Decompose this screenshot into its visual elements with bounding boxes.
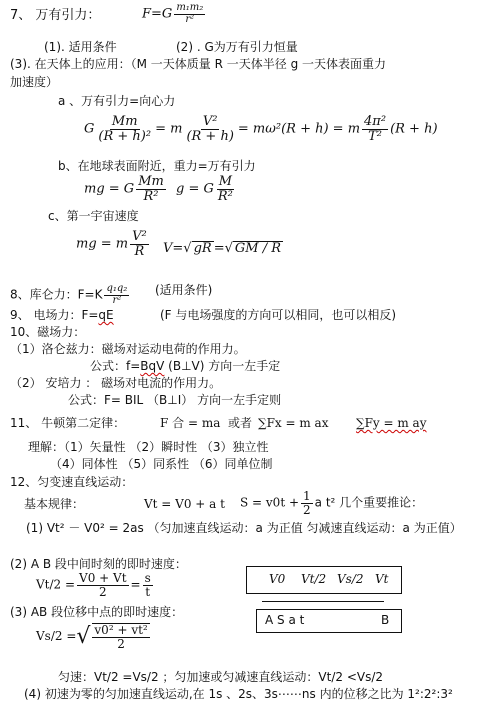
diagram-line (262, 601, 384, 602)
segment-end-b: B (381, 613, 390, 627)
const-g: G (84, 121, 95, 137)
first-cosmic-formula-1 (76, 230, 151, 258)
coulomb-label: 8、库仑力：F=K (10, 287, 103, 302)
newton-formula-1: F 合 = ma (160, 416, 221, 430)
s-prefix: S = v0t + (240, 495, 300, 510)
frac-4pi-t (362, 115, 388, 143)
lorentz-formula (90, 360, 280, 374)
section-7-heading: 7、 万有引力： (10, 8, 101, 23)
condition-3-line1: (3). 在天体上的应用：（M 一天体质量 R 一天体半径 g 一天体表面重力 (10, 57, 387, 71)
surface-gravity-formula-1 (84, 175, 168, 203)
frac-num: v0² + vt² (94, 623, 148, 637)
gravity-formula-prefix: F=G (142, 6, 173, 22)
frac-den: t (145, 584, 151, 599)
uniform-motion-note: 匀速：Vt/2 =Vs/2 ；匀加速或匀减速直线运动：Vt/2 <Vs/2 (58, 670, 384, 684)
frac-den: 2 (117, 636, 125, 651)
frac-den: r² (112, 294, 122, 306)
frac-den: 2 (303, 502, 311, 517)
vt2-eq: Vt/2 = (36, 577, 76, 592)
frac-den: (R + h) (186, 128, 234, 144)
frac-num: Mm (111, 114, 138, 129)
bqv-term: BqV (140, 359, 165, 373)
vs2-eq: Vs/2 = (36, 629, 77, 644)
sqrt-sign: √ (76, 623, 91, 649)
frac-num: 1 (303, 489, 311, 503)
section-9 (10, 309, 114, 323)
mg-eq-m: mg = m (76, 236, 129, 252)
sqrt-gm-r: GM / R (234, 241, 282, 256)
condition-2: (2) . G为万有引力恒量 (176, 40, 298, 54)
displacement-formula (240, 490, 423, 516)
equals: = (213, 241, 225, 256)
electric-force-note: (F 与电场强度的方向可以相同，也可以相反) (160, 308, 397, 322)
understanding-line-2: （4）同体性 （5）同系性 （6）同单位制 (50, 457, 273, 471)
r-plus-h: (R + h) (390, 121, 438, 137)
box-vt: Vt (375, 572, 389, 586)
avg-velocity-fraction (77, 572, 128, 598)
basic-rule-label: 基本规律： (24, 497, 85, 511)
or-label: 或者 (228, 416, 253, 430)
frac-den: R² (217, 188, 233, 204)
sqrt-sign: √ (183, 241, 192, 256)
box-vt2: Vt/2 (301, 572, 327, 586)
mid-position-formula (36, 623, 152, 650)
frac-den: R² (143, 188, 159, 204)
equals: = (130, 577, 141, 592)
newton-formula-2: ∑Fx = m ax (258, 416, 329, 430)
frac-num: V0 + Vt (79, 571, 127, 585)
gravity-fraction (174, 3, 205, 25)
corollary-4: (4) 初速为零的匀加速直线运动,在 1s 、2s、3s⋯⋯ns 内的位移之比为 1²:2²:3² (24, 687, 453, 701)
frac-den: T² (368, 128, 382, 144)
v-eq: V= (163, 241, 184, 256)
frac-num: s (144, 571, 151, 585)
surface-gravity-formula-2 (176, 175, 237, 203)
frac-m-r2 (216, 175, 235, 203)
half-fraction (301, 490, 313, 516)
ampere-line: （2） 安培力 ： 磁场对电流的作用力。 (10, 376, 222, 390)
box-v0: V0 (269, 572, 286, 586)
centripetal-formula (84, 115, 438, 143)
frac-num: V² (202, 114, 218, 129)
item-b-label: b、在地球表面附近，重力=万有引力 (58, 159, 256, 173)
corollary-1: (1) Vt² － V0² = 2as （匀加速直线运动：a 为正值 匀减速直线运动：a 为正值） (26, 521, 462, 535)
gravity-numerator: m₁m₂ (176, 2, 204, 13)
formula-label: 公式：f= (90, 359, 141, 373)
equals-m: = m (155, 121, 183, 137)
frac-v2-rh (184, 115, 235, 143)
condition-3-line2: 加速度） (10, 75, 59, 89)
segment-labels: A S a t (265, 613, 305, 627)
mid-time-formula (36, 572, 155, 598)
frac-num: 4π² (364, 114, 387, 129)
box-vs2: Vs/2 (337, 572, 364, 586)
section-8 (10, 284, 131, 306)
segment-diagram-box (256, 609, 402, 633)
frac-mm-rh (96, 115, 153, 143)
sqrt-gr: gR (193, 241, 212, 256)
newton-formula-3: ∑Fy = m ay (356, 416, 427, 430)
section-11-heading: 11、 牛顿第二定律： (10, 416, 126, 430)
lorentz-direction: (B⊥V) 方向一左手定 (164, 359, 281, 373)
s-suffix: a t² 几个重要推论： (314, 495, 424, 510)
s-over-t-fraction (143, 572, 153, 598)
frac-den: R (134, 243, 145, 259)
ampere-formula: 公式：F= BIL （B⊥I） 方向一左手定则 (68, 393, 282, 407)
item-c-label: c、第一宇宙速度 (48, 209, 139, 223)
corollary-3: (3) AB 段位移中点的即时速度： (10, 605, 184, 619)
corollary-2: (2) A B 段中间时刻的即时速度： (10, 557, 187, 571)
equals-omega: = mω²(R + h) = m (237, 121, 361, 137)
electric-force-label: 9、 电场力：F= (10, 308, 99, 322)
sqrt-sign: √ (224, 241, 233, 256)
frac-v2-r (130, 230, 149, 258)
frac-num: V² (132, 229, 147, 244)
frac-num: q₁q₂ (106, 283, 128, 294)
item-a-label: a 、万有引力=向心力 (58, 94, 176, 108)
section-10-heading: 10、磁场力： (10, 325, 86, 339)
velocity-diagram-box (246, 566, 402, 594)
first-cosmic-formula-2 (163, 241, 283, 257)
section-12-heading: 12、匀变速直线运动： (10, 475, 134, 489)
velocity-formula: Vt = V0 + a t (144, 497, 225, 511)
rms-fraction (92, 623, 149, 650)
qe-term: qE (98, 308, 114, 322)
gravity-formula (142, 3, 207, 25)
condition-1: (1). 适用条件 (44, 40, 117, 54)
frac-den: (R + h)² (98, 128, 152, 144)
g-eq-g: g = G (176, 181, 214, 197)
understanding-line-1: 理解：（1）矢量性 （2）瞬时性 （3）独立性 (28, 440, 269, 454)
lorentz-line: （1）洛仑兹力：磁场对运动电荷的作用力。 (10, 342, 246, 356)
gravity-denominator: r² (185, 13, 195, 25)
coulomb-fraction (104, 284, 129, 306)
coulomb-condition: (适用条件) (155, 283, 213, 297)
frac-den: 2 (98, 584, 107, 599)
frac-mm-r2 (136, 175, 166, 203)
frac-num: Mm (138, 174, 164, 189)
frac-num: M (218, 174, 233, 189)
mg-eq-g: mg = G (84, 181, 135, 197)
